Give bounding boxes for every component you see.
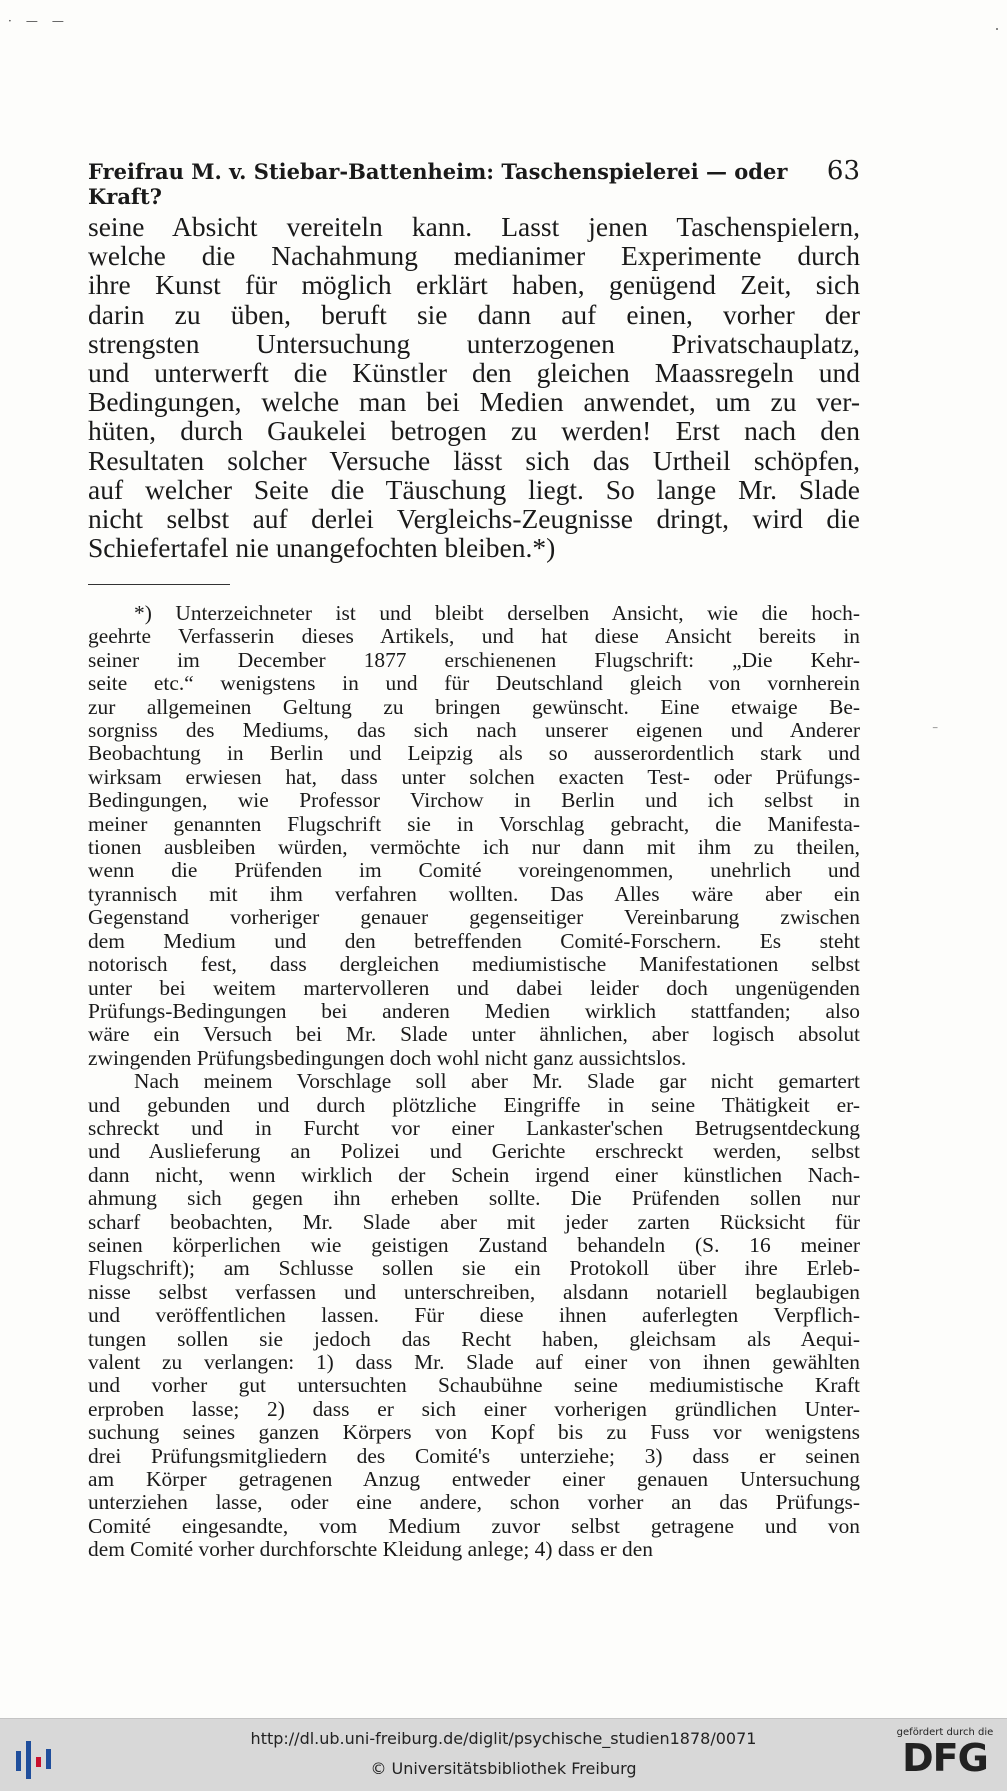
text-line: nicht selbst auf derlei Vergleichs-Zeugnisse dringt, wird die xyxy=(88,503,860,535)
text-line: seine Absicht vereiteln kann. Lasst jenen Taschenspielern, xyxy=(88,211,860,242)
footnote-line: valent zu verlangen: 1) dass Mr. Slade auf einer von ihnen gewählten xyxy=(88,1350,860,1374)
text-line: und unterwerft die Künstler den gleichen Maassregeln und xyxy=(88,357,860,389)
footnote-line: wirksam erwiesen hat, dass unter solchen exacten Test- oder Prüfungs- xyxy=(88,764,860,789)
footnote-line: und veröffentlichen lassen. Für diese ihnen auferlegten Verpflich- xyxy=(88,1303,860,1328)
footnote-line: seinen körperlichen wie geistigen Zustand behandeln (S. 16 meiner xyxy=(88,1232,860,1257)
footnote-line: drei Prüfungsmitgliedern des Comité's unterziehe; 3) dass er seinen xyxy=(88,1443,860,1468)
text-line: Resultaten solcher Versuche lässt sich das Urtheil schöpfen, xyxy=(88,444,860,476)
footnote-line: schreckt und in Furcht vor einer Lankaster'schen Betrugsentdeckung xyxy=(88,1115,860,1140)
viewer-footer xyxy=(0,1718,1007,1791)
text-line: auf welcher Seite die Täuschung liegt. So lange Mr. Slade xyxy=(88,473,860,505)
dfg-logo xyxy=(890,1727,1000,1778)
footnote-line: Comité eingesandte, vom Medium zuvor selbst getragene und von xyxy=(88,1513,860,1538)
footnote-line: geehrte Verfasserin dieses Artikels, und hat diese Ansicht bereits in xyxy=(88,624,860,649)
text-line: Schiefertafel nie unangefochten bleiben.*) xyxy=(88,532,556,564)
text-line: ihre Kunst für möglich erklärt haben, genügend Zeit, sich xyxy=(88,269,860,301)
footnote-line: seiner im December 1877 erschienenen Flugschrift: „Die Kehr- xyxy=(88,647,860,672)
footnote-text xyxy=(88,602,860,1562)
footnote-line: Gegenstand vorheriger genauer gegenseitiger Vereinbarung zwischen xyxy=(88,905,860,930)
margin-mark: ⁻ xyxy=(932,723,939,737)
footnote-line: tyrannisch mit ihm verfahren wollten. Das Alles wäre aber ein xyxy=(88,881,860,906)
footnote-line: sorgniss des Mediums, das sich nach unserer eigenen und Anderer xyxy=(88,718,860,743)
page-number: 63 xyxy=(826,156,860,186)
scan-corner-marks: ·—— xyxy=(8,14,78,28)
copyright-notice: © Universitätsbibliothek Freiburg xyxy=(370,1759,637,1778)
main-text xyxy=(88,212,860,562)
text-line: darin zu üben, beruft sie dann auf einen, vorher der xyxy=(88,298,860,330)
footnote-line: unter bei weitem martervolleren und dabei leider doch ungenügenden xyxy=(88,975,860,1000)
footnote-line: Flugschrift); am Schlusse sollen sie ein Protokoll über ihre Erleb- xyxy=(88,1256,860,1281)
footnote-line: nisse selbst verfassen und unterschreiben, alsdann notariell beglaubigen xyxy=(88,1279,860,1304)
footnote-line: zwingenden Prüfungsbedingungen doch wohl nicht ganz aussichtslos. xyxy=(88,1045,687,1070)
footnote-line: tungen sollen sie jedoch das Recht haben, gleichsam als Aequi- xyxy=(88,1326,860,1351)
running-title: Freifrau M. v. Stiebar-Battenheim: Taschenspielerei — oder Kraft? xyxy=(88,159,788,209)
footnote-line: *) Unterzeichneter ist und bleibt derselben Ansicht, wie die hoch- xyxy=(134,601,860,625)
footnote-line: dann nicht, wenn wirklich der Schein irgend einer künstlichen Nach- xyxy=(88,1162,860,1187)
footnote-line: zur allgemeinen Geltung zu bringen gewünscht. Eine etwaige Be- xyxy=(88,694,860,719)
footnote-line: dem Medium und den betreffenden Comité-Forschern. Es steht xyxy=(88,928,860,953)
footnote-line: Beobachtung in Berlin und Leipzig als so ausserordentlich stark und xyxy=(88,741,860,766)
footnote-separator xyxy=(88,584,230,585)
footnote-line: dem Comité vorher durchforschte Kleidung anlege; 4) dass er den xyxy=(88,1537,653,1562)
footnote-line: meiner genannten Flugschrift sie in Vorschlag gebracht, die Manifesta- xyxy=(88,811,860,836)
footnote-line: und Auslieferung an Polizei und Gerichte erschreckt werden, selbst xyxy=(88,1139,860,1164)
footnote-line: Bedingungen, wie Professor Virchow in Berlin und ich selbst in xyxy=(88,788,860,813)
permalink-link[interactable]: http://dl.ub.uni-freiburg.de/diglit/psychische_studien1878/0071 xyxy=(250,1729,757,1748)
footnote-line: notorisch fest, dass dergleichen mediumistische Manifestationen selbst xyxy=(88,952,860,977)
footnote-line: unterziehen lasse, oder eine andere, schon vorher an das Prüfungs- xyxy=(88,1490,860,1515)
dfg-wordmark: DFG xyxy=(902,1736,988,1780)
footnote-line: scharf beobachten, Mr. Slade aber mit jeder zarten Rücksicht für xyxy=(88,1209,860,1234)
footnote-line: erproben lasse; 2) dass er sich einer vorherigen gründlichen Unter- xyxy=(88,1396,860,1421)
scan-dot xyxy=(996,28,998,30)
text-line: welche die Nachahmung medianimer Experimente durch xyxy=(88,240,860,272)
footnote-line: Prüfungs-Bedingungen bei anderen Medien wirklich stattfanden; also xyxy=(88,998,860,1023)
footnote-line: ahmung sich gegen ihn erheben sollte. Die Prüfenden sollen nur xyxy=(88,1186,860,1211)
footnote-line: und vorher gut untersuchten Schaubühne seine mediumistische Kraft xyxy=(88,1373,860,1398)
dfg-caption: gefördert durch die xyxy=(896,1727,994,1738)
footnote-line: und gebunden und durch plötzliche Eingriffe in seine Thätigkeit er- xyxy=(88,1092,860,1117)
running-header xyxy=(88,156,860,209)
footnote-line: wäre ein Versuch bei Mr. Slade unter ähnlichen, aber logisch absolut xyxy=(88,1022,860,1047)
footnote-line: suchung seines ganzen Körpers von Kopf bis zu Fuss vor wenigstens xyxy=(88,1420,860,1445)
footnote-line: seite etc.“ wenigstens in und für Deutschland gleich von vornherein xyxy=(88,671,860,696)
footnote-line: tionen ausbleiben würden, vermöchte ich nur dann mit ihm zu theilen, xyxy=(88,835,860,860)
footnote-line: am Körper getragenen Anzug entweder einer genauen Untersuchung xyxy=(88,1467,860,1492)
text-line: hüten, durch Gaukelei betrogen zu werden! Erst nach den xyxy=(88,415,860,447)
footnote-line: wenn die Prüfenden im Comité voreingenommen, unehrlich und xyxy=(88,858,860,883)
text-line: strengsten Untersuchung unterzogenen Privatschauplatz, xyxy=(88,327,860,359)
text-line: Bedingungen, welche man bei Medien anwendet, um zu ver- xyxy=(88,386,860,418)
footnote-line: Nach meinem Vorschlage soll aber Mr. Slade gar nicht gemartert xyxy=(134,1069,860,1094)
